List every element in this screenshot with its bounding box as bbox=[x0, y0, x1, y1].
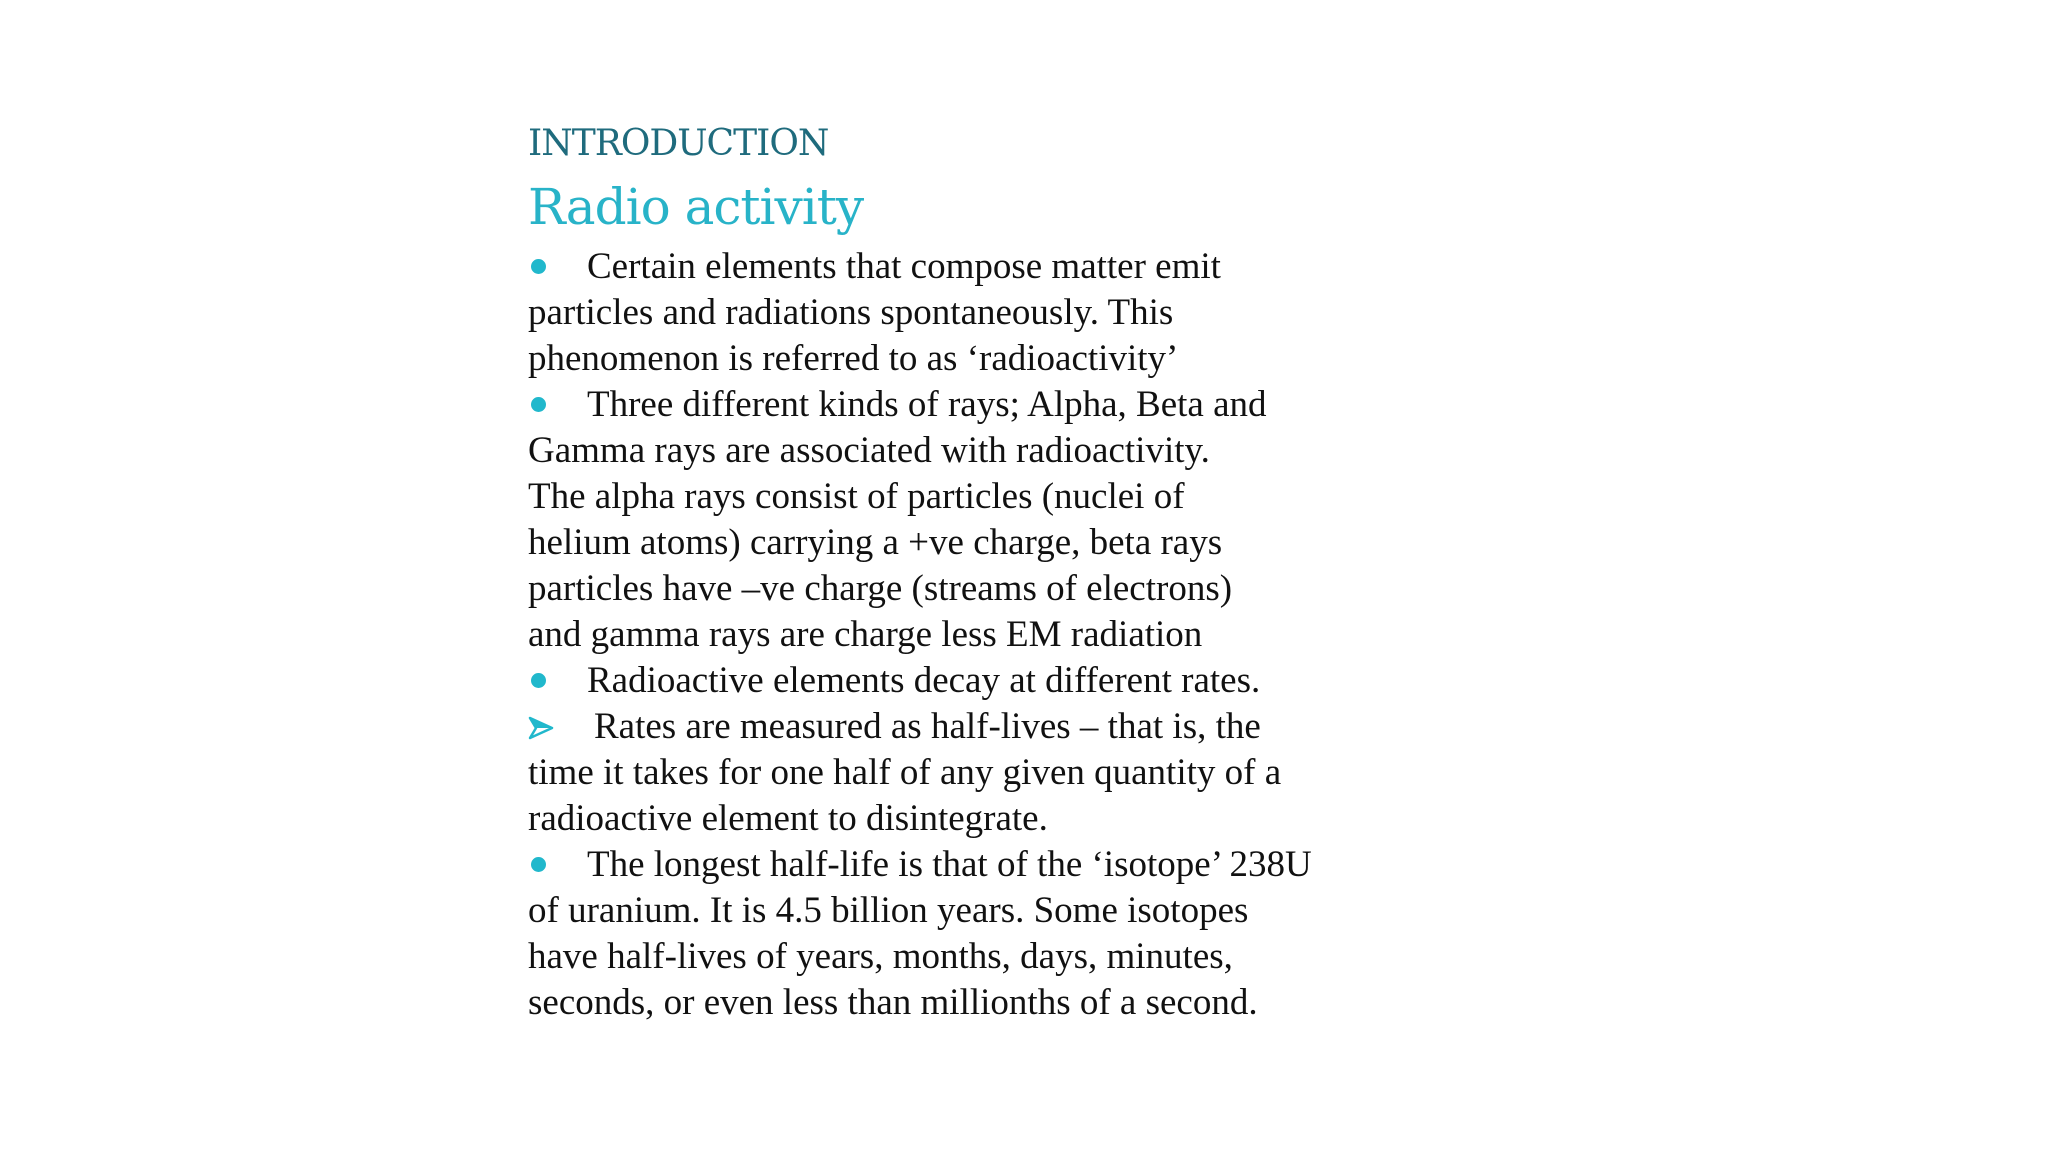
dot-icon bbox=[528, 842, 587, 888]
list-item-text: phenomenon is referred to as ‘radioactivity’ bbox=[528, 338, 1179, 379]
slide-heading: INTRODUCTION bbox=[528, 123, 829, 164]
list-item-text: Rates are measured as half-lives – that is, the bbox=[594, 706, 1261, 747]
dot-icon bbox=[528, 244, 587, 290]
bullet-list bbox=[528, 244, 1428, 1026]
list-item bbox=[528, 842, 1428, 1026]
list-item-text: particles have –ve charge (streams of electrons) bbox=[528, 568, 1233, 609]
list-item-text: particles and radiations spontaneously. This bbox=[528, 292, 1174, 333]
list-item-text: time it takes for one half of any given quantity of a bbox=[528, 752, 1282, 793]
list-item-text: and gamma rays are charge less EM radiation bbox=[528, 614, 1203, 655]
list-item bbox=[528, 704, 1428, 842]
slide-subheading: Radio activity bbox=[528, 178, 864, 236]
list-item bbox=[528, 244, 1428, 382]
list-item bbox=[528, 658, 1428, 704]
list-item-text: The alpha rays consist of particles (nuclei of bbox=[528, 476, 1185, 517]
list-item-text: seconds, or even less than millionths of a second. bbox=[528, 982, 1258, 1023]
list-item bbox=[528, 382, 1428, 658]
list-item-text: Radioactive elements decay at different rates. bbox=[587, 660, 1261, 701]
arrow-icon bbox=[528, 704, 594, 750]
dot-icon bbox=[528, 658, 587, 704]
slide-content bbox=[528, 118, 1428, 1026]
list-item-text: Certain elements that compose matter emit bbox=[587, 246, 1221, 287]
list-item-text: of uranium. It is 4.5 billion years. Some isotopes bbox=[528, 890, 1249, 931]
list-item-text: The longest half-life is that of the ‘isotope’ 238U bbox=[587, 844, 1312, 885]
list-item-text: have half-lives of years, months, days, minutes, bbox=[528, 936, 1233, 977]
list-item-text: Gamma rays are associated with radioactivity. bbox=[528, 430, 1210, 471]
dot-icon bbox=[528, 382, 587, 428]
list-item-text: helium atoms) carrying a +ve charge, beta rays bbox=[528, 522, 1223, 563]
list-item-text: radioactive element to disintegrate. bbox=[528, 798, 1048, 839]
list-item-text: Three different kinds of rays; Alpha, Beta and bbox=[587, 384, 1267, 425]
